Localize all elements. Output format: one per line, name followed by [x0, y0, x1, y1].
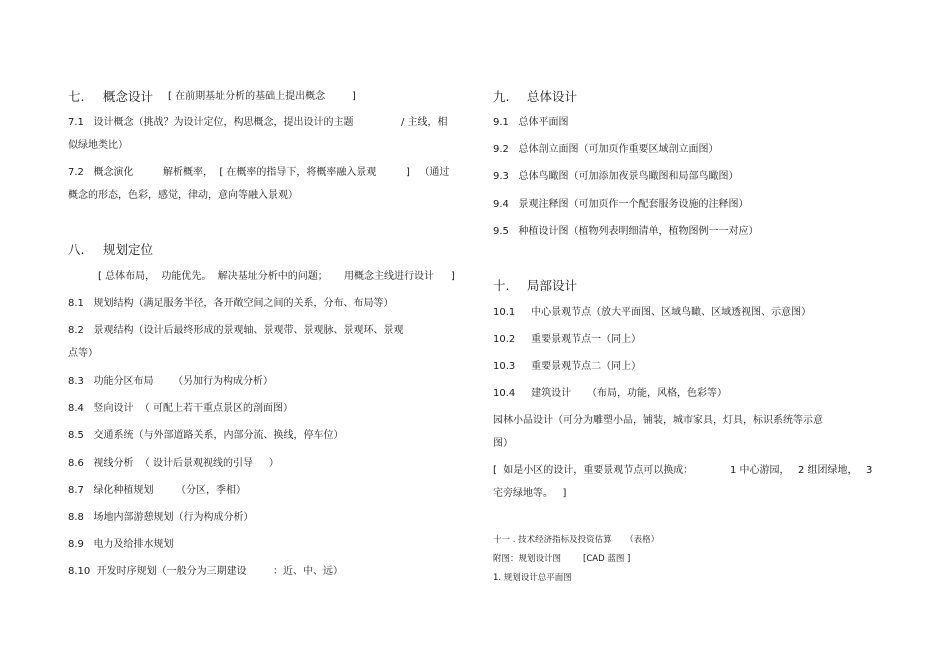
item-10-3: 10.3 重要景观节点二（同上） [493, 361, 642, 372]
section-8-title: 规划定位 [103, 242, 154, 257]
item-9-4: 9.4 景观注释图（可加页作一个配套服务设施的注释图） [493, 199, 749, 210]
item-8-2: 8.2 景观结构（设计后最终形成的景观轴、景观带、景观脉、景观环、景观 [68, 325, 404, 336]
item-8-8: 8.8 场地内部游憩规划（行为构成分析） [68, 512, 254, 523]
section-9-number: 九. [493, 89, 510, 104]
item-9-1: 9.1 总体平面图 [493, 117, 569, 128]
item-10-4-cont: （布局，功能，风格，色彩等） [587, 388, 727, 399]
item-7-2-cont: 解析概率， [ 在概率的指导下，将概率融入景观 [163, 167, 377, 178]
section-9-title: 总体设计 [527, 89, 578, 104]
residential-note-2: 2 组团绿地， [798, 465, 858, 476]
residential-note-1: 1 中心游园， [730, 465, 790, 476]
item-8-7: 8.7 绿化种植规划 [68, 485, 154, 496]
appendix-label: 附图：规划设计图 [493, 554, 562, 564]
item-10-1: 10.1 中心景观节点（放大平面图、区域鸟瞰、区域透视图、示意图） [493, 307, 812, 318]
section-10-title: 局部设计 [527, 278, 578, 293]
item-8-2-wrap: 点等） [68, 348, 98, 359]
item-7-2-wrap: 概念的形态，色彩，感觉，律动，意向等融入景观） [68, 190, 298, 201]
item-8-9: 8.9 电力及给排水规划 [68, 539, 174, 550]
item-9-2: 9.2 总体剖立面图（可加页作重要区域剖立面图） [493, 144, 719, 155]
item-8-5: 8.5 交通系统（与外部道路关系，内部分流、换线，停车位） [68, 430, 344, 441]
item-8-4: 8.4 竖向设计 （ 可配上若干重点景区的剖面图） [68, 403, 293, 414]
item-8-6: 8.6 视线分析 （ 设计后景观视线的引导 ） [68, 458, 279, 469]
section-8-note-close: ] [451, 271, 455, 282]
plan-item-1: 1. 规划设计总平面图 [493, 573, 572, 583]
section-8-note-cont: 用概念主线进行设计 [344, 271, 434, 282]
item-8-10-cont: ：近、中、远） [273, 566, 343, 577]
section-11: 十一 . 技术经济指标及投资估算 （表格） [493, 535, 660, 545]
item-8-3: 8.3 功能分区布局 [68, 376, 154, 387]
residential-note: [ 如是小区的设计，重要景观节点可以换成： [493, 465, 694, 476]
section-7-number: 七. [68, 89, 85, 104]
residential-note-wrap: 宅旁绿地等。 ] [493, 488, 567, 499]
item-9-5: 9.5 种植设计图（植物列表明细清单，植物图例一一对应） [493, 226, 759, 237]
item-7-1-wrap: 似绿地类比） [68, 140, 128, 151]
section-8-note: [ 总体布局， 功能优先。 解决基址分析中的问题； [98, 271, 328, 282]
item-8-1: 8.1 规划结构（满足服务半径，各开敞空间之间的关系，分布、布局等） [68, 298, 394, 309]
residential-note-3: 3 [866, 465, 873, 476]
section-7-note: [ 在前期基址分析的基础上提出概念 [168, 91, 326, 102]
item-8-7-cont: （分区，季相） [176, 485, 246, 496]
section-8-number: 八. [68, 242, 85, 257]
item-10-2: 10.2 重要景观节点一（同上） [493, 334, 642, 345]
item-7-2-end: ] （通过 [406, 167, 450, 178]
item-7-1: 7.1 设计概念（挑战？为设计定位，构思概念，提出设计的主题 [68, 117, 354, 128]
item-7-1-cont: / 主线，相 [401, 117, 448, 128]
item-9-3: 9.3 总体鸟瞰图（可加添加夜景鸟瞰图和局部鸟瞰图） [493, 171, 739, 182]
section-7-note-close: ] [352, 91, 356, 102]
item-8-10: 8.10 开发时序规划（一般分为三期建设 [68, 566, 247, 577]
item-8-3-cont: （另加行为构成分析） [173, 376, 273, 387]
section-10-number: 十. [493, 278, 510, 293]
appendix-cad: [CAD 蓝图 ] [583, 554, 631, 564]
item-10-4: 10.4 建筑设计 [493, 388, 572, 399]
item-7-2: 7.2 概念演化 [68, 167, 134, 178]
garden-item: 园林小品设计（可分为雕塑小品，铺装，城市家具，灯具，标识系统等示意 [493, 415, 823, 426]
section-7-title: 概念设计 [103, 89, 154, 104]
garden-item-wrap: 图） [493, 438, 513, 449]
